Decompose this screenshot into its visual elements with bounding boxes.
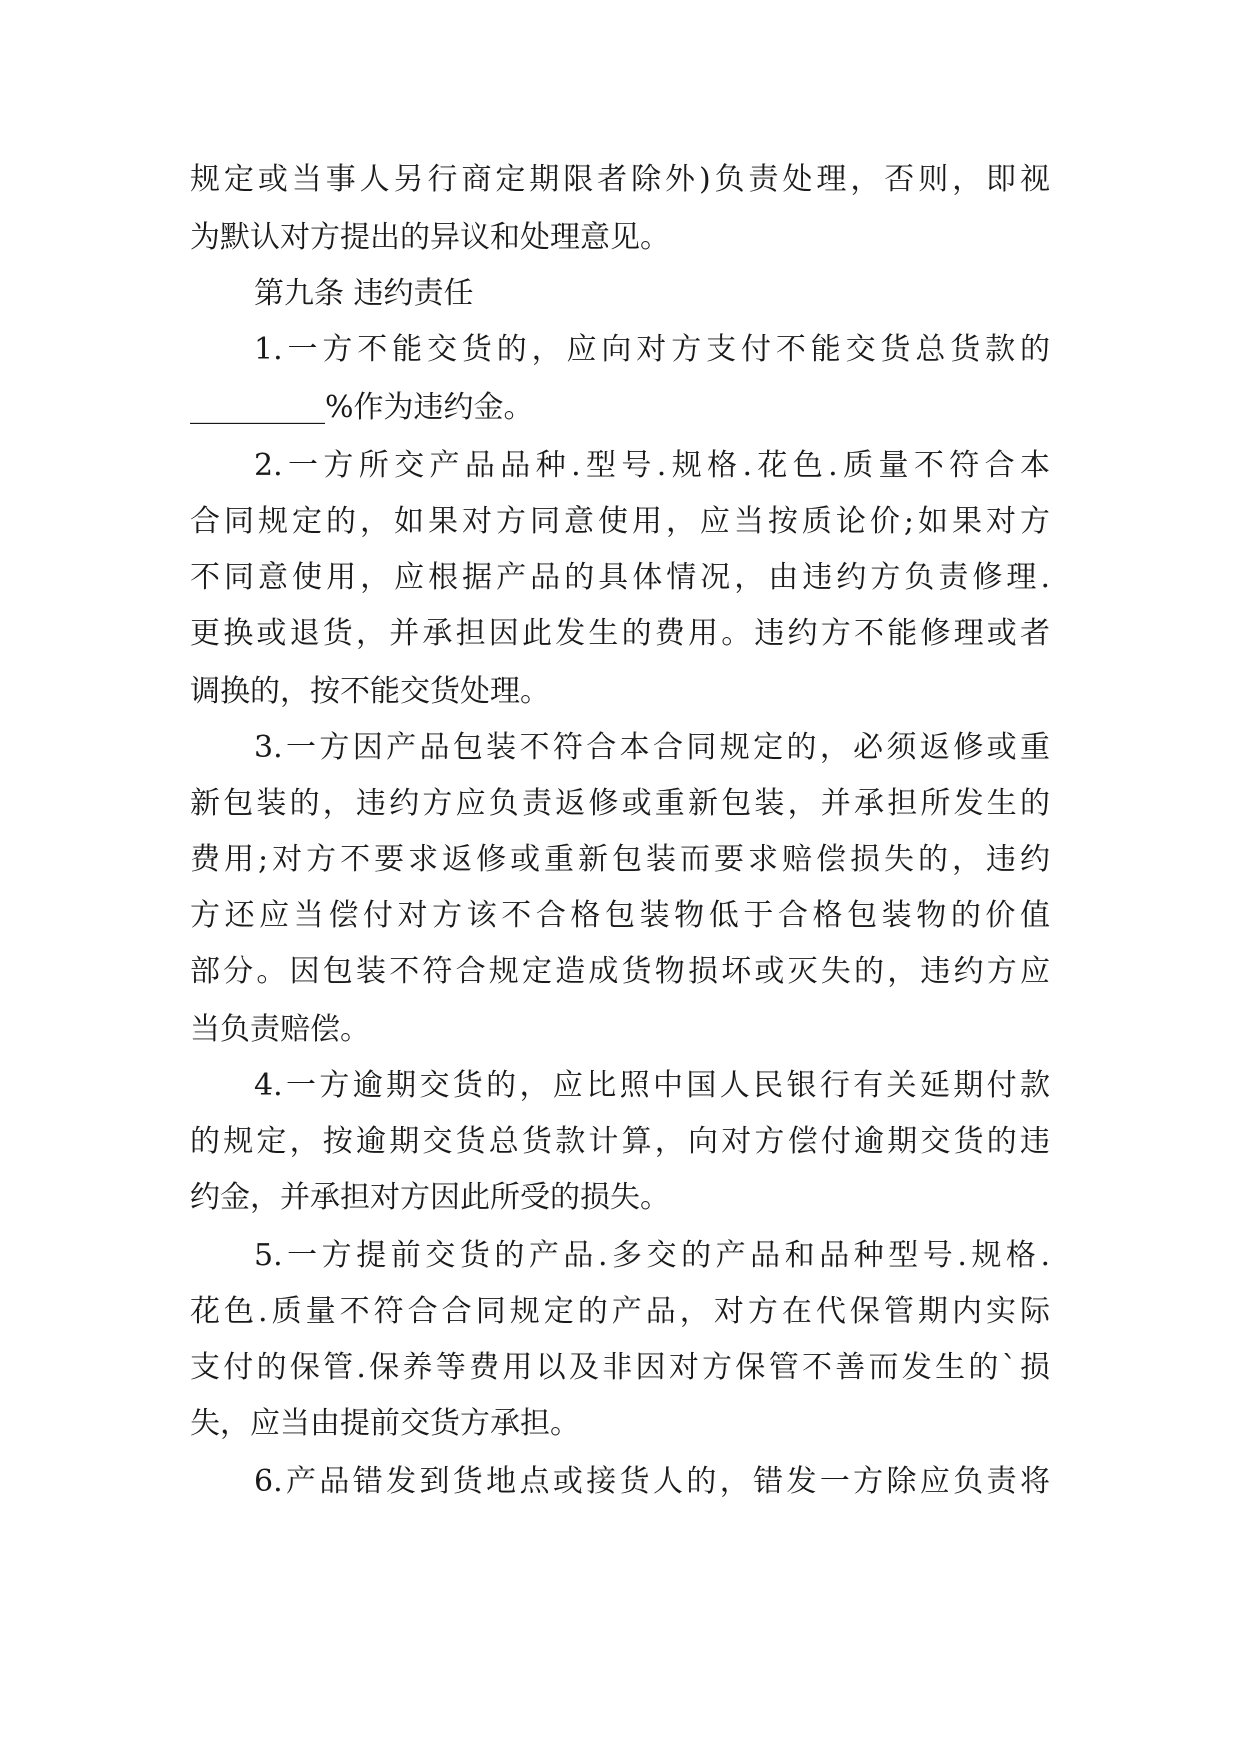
text-line: 为默认对方提出的异议和处理意见。: [190, 220, 670, 255]
text-line: 2.一方所交产品品种.型号.规格.花色.质量不符合本: [254, 448, 1050, 483]
text-line: 调换的，按不能交货处理。: [190, 674, 550, 709]
text-line: 失，应当由提前交货方承担。: [190, 1406, 580, 1441]
text-line: 新包装的，违约方应负责返修或重新包装，并承担所发生的: [190, 786, 1050, 821]
section-heading: 第九条 违约责任: [254, 276, 474, 311]
text-line: _________%作为违约金。: [190, 390, 534, 425]
text-line: 更换或退货，并承担因此发生的费用。违约方不能修理或者: [190, 616, 1050, 651]
text-line: 约金，并承担对方因此所受的损失。: [190, 1180, 670, 1215]
text-line: 5.一方提前交货的产品.多交的产品和品种型号.规格.: [254, 1238, 1050, 1273]
text-line: 费用;对方不要求返修或重新包装而要求赔偿损失的，违约: [190, 842, 1050, 877]
text-line: 方还应当偿付对方该不合格包装物低于合格包装物的价值: [190, 898, 1050, 933]
text-line: 1.一方不能交货的，应向对方支付不能交货总货款的: [254, 332, 1050, 367]
text-line: 不同意使用，应根据产品的具体情况，由违约方负责修理.: [190, 560, 1050, 595]
text-line: 支付的保管.保养等费用以及非因对方保管不善而发生的`损: [190, 1350, 1050, 1385]
text-line: 部分。因包装不符合规定造成货物损坏或灭失的，违约方应: [190, 954, 1050, 989]
text-line: 当负责赔偿。: [190, 1012, 370, 1047]
text-line: 6.产品错发到货地点或接货人的，错发一方除应负责将: [254, 1464, 1050, 1499]
text-line: 合同规定的，如果对方同意使用，应当按质论价;如果对方: [190, 504, 1050, 539]
text-line: 规定或当事人另行商定期限者除外)负责处理，否则，即视: [190, 162, 1050, 197]
text-line: 4.一方逾期交货的，应比照中国人民银行有关延期付款: [254, 1068, 1050, 1103]
text-line: 3.一方因产品包装不符合本合同规定的，必须返修或重: [254, 730, 1050, 765]
text-line: 的规定，按逾期交货总货款计算，向对方偿付逾期交货的违: [190, 1124, 1050, 1159]
text-line: 花色.质量不符合合同规定的产品，对方在代保管期内实际: [190, 1294, 1050, 1329]
